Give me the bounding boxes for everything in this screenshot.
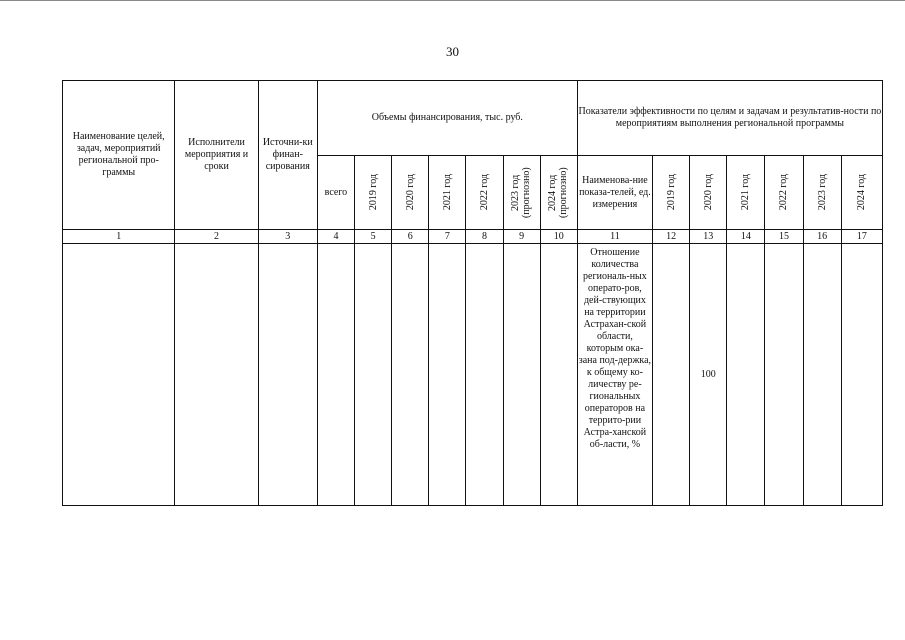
cell-fund-2023: [503, 244, 540, 506]
header-ind-2020-text: 2020 год: [702, 174, 714, 211]
column-number: 14: [727, 230, 765, 244]
cell-ind-2023: [803, 244, 841, 506]
header-total: [317, 156, 354, 230]
column-number: 2: [175, 230, 258, 244]
header-ind-2021: [727, 156, 765, 230]
header-fund-2022-text: 2022 год: [478, 174, 490, 211]
header-indicator-name: [577, 156, 652, 230]
cell-fund-2019: [355, 244, 392, 506]
header-fund-2020-text: 2020 год: [404, 174, 416, 211]
cell-fund-2021: [429, 244, 466, 506]
page-number: 30: [446, 44, 459, 59]
header-fund-2022: [466, 156, 503, 230]
top-border-line: [0, 0, 905, 1]
header-goals: [63, 81, 175, 230]
column-number: 16: [803, 230, 841, 244]
cell-fund-2020: [392, 244, 429, 506]
header-fund-2021-text: 2021 год: [441, 174, 453, 211]
cell-ind-2019: [653, 244, 690, 506]
header-funding-group: [317, 81, 577, 156]
header-ind-2024-text: 2024 год: [856, 174, 868, 211]
header-executors-text: Исполнители мероприятия и сроки: [184, 137, 249, 172]
cell-sources: [258, 244, 317, 506]
program-table: [62, 80, 883, 506]
header-total-text: всего: [324, 186, 348, 198]
column-number: 11: [577, 230, 652, 244]
header-funding-text: Объемы финансирования, тыс. руб.: [371, 112, 523, 123]
cell-total: [317, 244, 354, 506]
cell-ind-2021: [727, 244, 765, 506]
column-numbers-row: [63, 230, 883, 244]
header-sources-text: Источни-ки финан-сирования: [262, 137, 313, 172]
header-ind-2019-text: 2019 год: [665, 174, 677, 211]
cell-ind-2020: 100: [690, 244, 727, 506]
header-indicator-name-text: Наименова-ние показа-телей, ед. измерения: [579, 174, 651, 210]
column-number: 3: [258, 230, 317, 244]
header-executors: [175, 81, 258, 230]
cell-executors: [175, 244, 258, 506]
column-number: 9: [503, 230, 540, 244]
column-number: 15: [765, 230, 803, 244]
header-ind-2023-text: 2023 год: [816, 174, 828, 211]
column-number: 1: [63, 230, 175, 244]
header-ind-2020: [690, 156, 727, 230]
cell-goals: [63, 244, 175, 506]
column-number: 7: [429, 230, 466, 244]
column-number: 4: [317, 230, 354, 244]
header-ind-2021-text: 2021 год: [740, 174, 752, 211]
header-ind-2023: [803, 156, 841, 230]
header-ind-2019: [653, 156, 690, 230]
column-number: 17: [841, 230, 882, 244]
column-number: 10: [540, 230, 577, 244]
header-goals-text: Наименование целей, задач, мероприятий региональной про-граммы: [72, 131, 165, 178]
header-fund-2019-text: 2019 год: [367, 174, 379, 211]
cell-fund-2024: [540, 244, 577, 506]
column-number: 13: [690, 230, 727, 244]
cell-fund-2022: [466, 244, 503, 506]
column-number: 8: [466, 230, 503, 244]
header-fund-2024: [540, 156, 577, 230]
header-fund-2020: [392, 156, 429, 230]
column-number: 12: [653, 230, 690, 244]
cell-ind-2024: [841, 244, 882, 506]
header-indicators-text: Показатели эффективности по целям и задачам и результатив-ности по мероприятиям выполнения региональной программы: [578, 106, 882, 129]
header-indicators-group: [577, 81, 882, 156]
header-fund-2021: [429, 156, 466, 230]
cell-ind-2022: [765, 244, 803, 506]
header-ind-2024: [841, 156, 882, 230]
column-number: 5: [355, 230, 392, 244]
header-ind-2022: [765, 156, 803, 230]
header-ind-2022-text: 2022 год: [778, 174, 790, 211]
header-fund-2024-text: 2024 год (прогнозно): [546, 167, 569, 218]
header-fund-2023: [503, 156, 540, 230]
column-number: 6: [392, 230, 429, 244]
header-sources: [258, 81, 317, 230]
header-fund-2023-text: 2023 год (прогнозно): [509, 167, 532, 218]
table-row: [63, 244, 883, 506]
header-fund-2019: [355, 156, 392, 230]
cell-indicator-name: Отношение количества региональ-ных операто-ров, дей-ствующих на территории Астрахан-ской области, которым ока-зана под-держка, к общему ко-личеству ре-гиональных операторов на террито-рии Астра-ханской об-ласти, %: [577, 244, 652, 506]
